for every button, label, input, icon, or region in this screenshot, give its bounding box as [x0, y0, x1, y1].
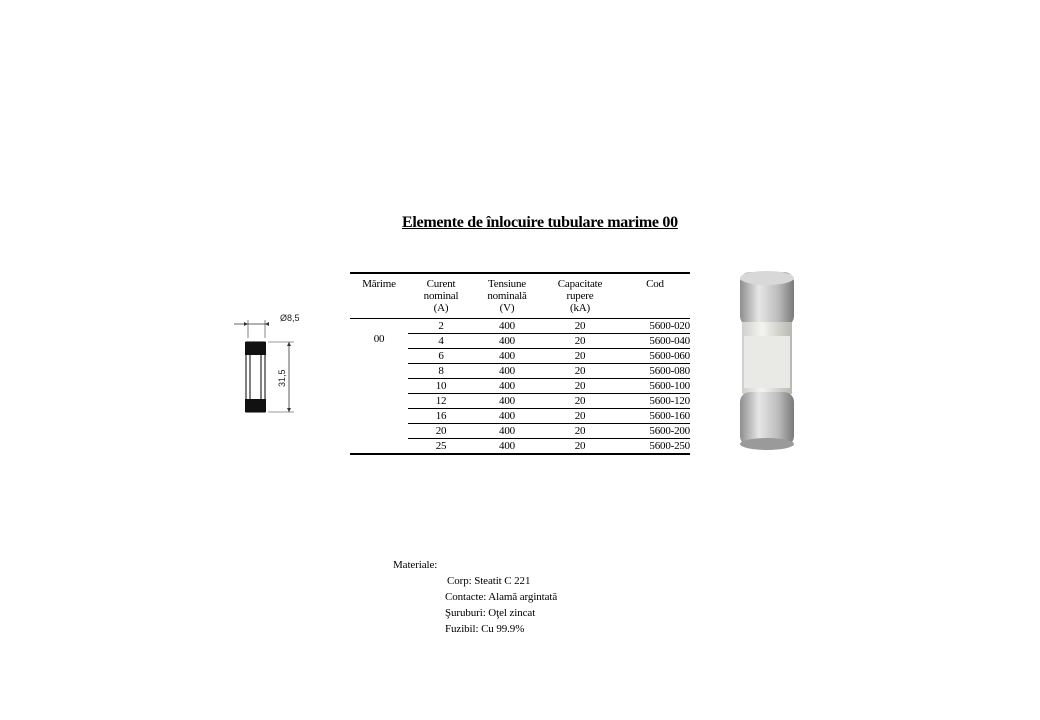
material-line: Fuzibil: Cu 99.9% — [445, 623, 525, 635]
materials-heading: Materiale: — [393, 559, 438, 571]
cell-capacity: 20 — [574, 350, 586, 362]
header-current: Curent nominal (A) — [423, 278, 459, 314]
size-value: 00 — [373, 333, 385, 345]
table-row — [408, 319, 690, 334]
fuse-dimension-drawing — [228, 308, 318, 418]
table-row — [408, 394, 690, 409]
cell-current: 2 — [438, 320, 444, 332]
cell-code: 5600-040 — [649, 335, 690, 347]
cell-current: 10 — [435, 380, 447, 392]
materials-block — [393, 557, 558, 637]
cell-current: 16 — [435, 410, 447, 422]
cell-code: 5600-080 — [649, 365, 690, 377]
cell-capacity: 20 — [574, 365, 586, 377]
diameter-label: Ø8,5 — [280, 313, 300, 323]
table-row — [408, 364, 690, 379]
page-title: Elemente de înlocuire tubulare marime 00 — [402, 214, 678, 231]
table-row — [408, 334, 690, 349]
cell-capacity: 20 — [574, 410, 586, 422]
cell-capacity: 20 — [574, 395, 586, 407]
cell-voltage: 400 — [499, 395, 515, 407]
cell-voltage: 400 — [499, 335, 515, 347]
cell-code: 5600-020 — [649, 320, 690, 332]
table-row — [408, 349, 690, 364]
cell-capacity: 20 — [574, 320, 586, 332]
table-row — [408, 379, 690, 394]
cell-code: 5600-200 — [649, 425, 690, 437]
cell-voltage: 400 — [499, 425, 515, 437]
material-line: Corp: Steatit C 221 — [447, 575, 531, 587]
table-body — [350, 319, 690, 455]
cell-current: 4 — [438, 335, 444, 347]
cell-current: 25 — [435, 440, 447, 452]
header-size: Mărime — [362, 278, 396, 290]
cell-capacity: 20 — [574, 335, 586, 347]
cell-voltage: 400 — [499, 440, 515, 452]
cell-capacity: 20 — [574, 380, 586, 392]
cell-code: 5600-060 — [649, 350, 690, 362]
table-row — [408, 409, 690, 424]
cell-current: 20 — [435, 425, 447, 437]
cell-code: 5600-250 — [649, 440, 690, 452]
cell-current: 12 — [435, 395, 447, 407]
cell-capacity: 20 — [574, 440, 586, 452]
cell-voltage: 400 — [499, 410, 515, 422]
cell-code: 5600-160 — [649, 410, 690, 422]
cell-voltage: 400 — [499, 320, 515, 332]
length-label: 31,5 — [277, 369, 287, 387]
cell-voltage: 400 — [499, 350, 515, 362]
cell-code: 5600-120 — [649, 395, 690, 407]
material-line: Contacte: Alamă argintată — [445, 591, 558, 603]
cell-current: 8 — [438, 365, 444, 377]
table-row — [408, 424, 690, 439]
table-header — [350, 272, 690, 319]
cell-code: 5600-100 — [649, 380, 690, 392]
fuse-photo — [732, 268, 802, 454]
table-row — [408, 439, 690, 453]
header-capacity: Capacitate rupere (kA) — [557, 278, 603, 314]
cell-voltage: 400 — [499, 365, 515, 377]
header-code: Cod — [646, 278, 664, 290]
material-line: Şuruburi: Oţel zincat — [445, 607, 536, 619]
cell-voltage: 400 — [499, 380, 515, 392]
header-voltage: Tensiune nominală (V) — [487, 278, 527, 314]
fuse-spec-table — [350, 272, 690, 455]
cell-current: 6 — [438, 350, 444, 362]
cell-capacity: 20 — [574, 425, 586, 437]
